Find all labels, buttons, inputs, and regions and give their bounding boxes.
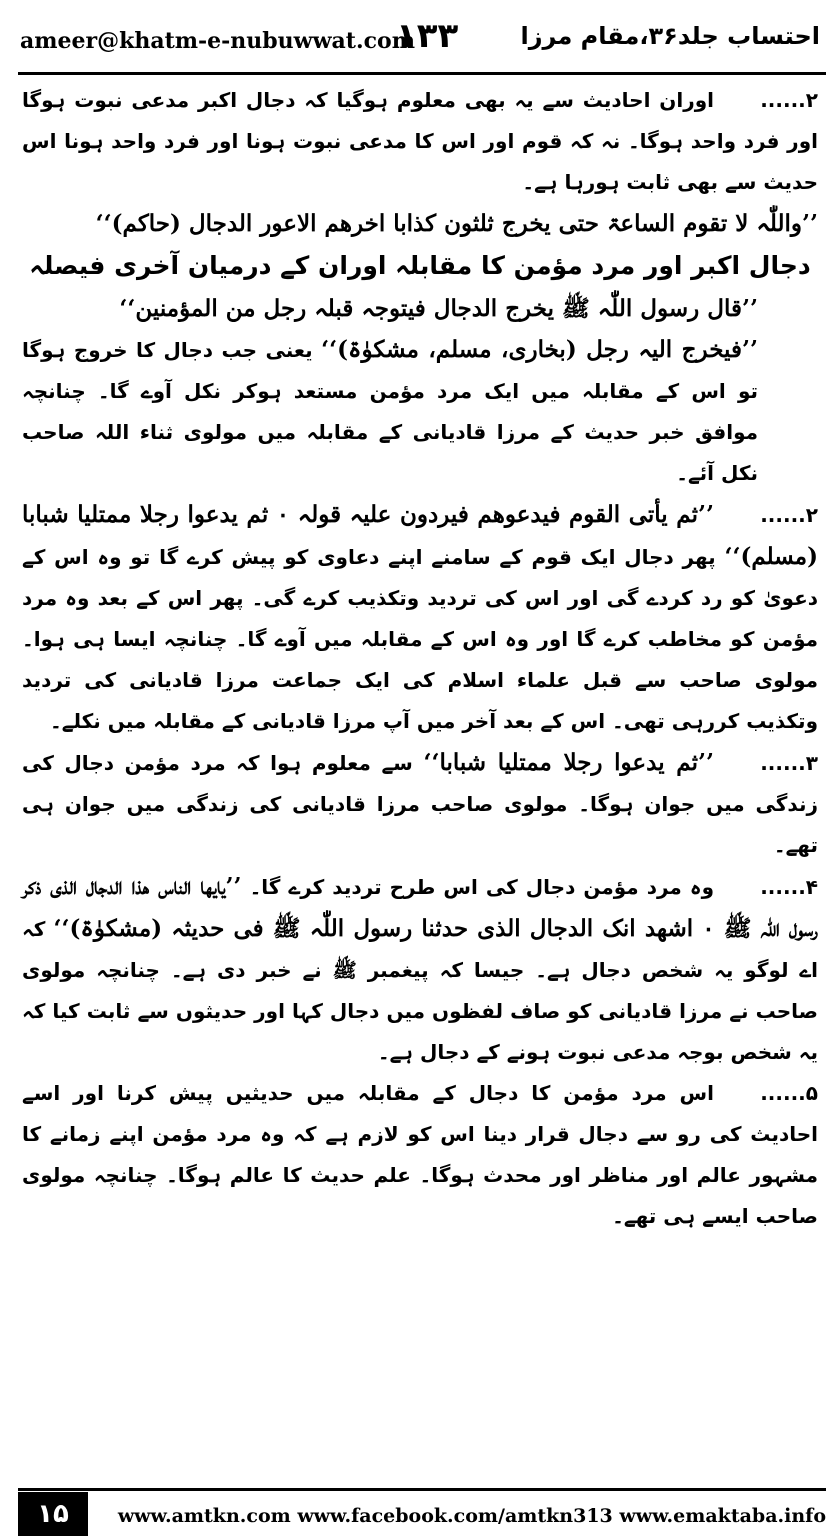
header-rule	[18, 72, 826, 75]
paragraph-text: یعنی جب دجال کا خروج ہوگا تو اس کے مقابلہ میں ایک مرد مؤمن مستعد ہوکر نکل آوے گا۔ چنانچہ موافق خبر حدیث کے مرزا قادیانی کے مقابلہ میں مولوی ثناء اللہ صاحب نکل آئے۔	[22, 338, 758, 485]
header-page-number: ۱۳۳	[396, 16, 459, 56]
arabic-quote-hakim: ’’واللّٰہ لا تقوم الساعۃ حتی یخرج ثلثون کذابا اخرھم الاعور الدجال (حاکم)‘‘	[95, 210, 818, 237]
paragraph-2	[22, 80, 818, 203]
section-heading: دجال اکبر اور مرد مؤمن کا مقابلہ اوران کے درمیان آخری فیصلہ	[29, 251, 811, 280]
paragraph-text: اس مرد مؤمن کا دجال کے مقابلہ میں حدیثیں پیش کرنا اور اسے احادیث کی رو سے دجال قرار دینا اس کو لازم ہے کہ وہ مرد مؤمن اپنے زمانے کا مشہور عالم اور مناظر اور محدث ہوگا۔ علم حدیث کا عالم ہوگا۔ چنانچہ مولوی صاحب ایسے ہی تھے۔	[22, 1081, 818, 1228]
paragraph-4	[22, 866, 818, 1073]
paragraph-fayakhruj	[22, 329, 818, 494]
paragraph-2b	[22, 494, 818, 742]
page-content	[22, 80, 818, 1237]
header-book-title: احتساب جلد۳۶،مقام مرزا	[520, 22, 820, 50]
arabic-inline-quote: ’’ثم یأتی القوم فیدعوھم فیردون علیہ قولہ ۰ ثم یدعوا رجلا ممتلیا شبابا (مسلم)‘‘	[22, 501, 819, 570]
header-email: ameer@khatm-e-nubuwwat.com	[20, 28, 415, 54]
arabic-inline-quote: ’’یایھا الناس ھذا الدجال الذی ذکر رسول اللّٰہ ﷺ ۰ اشھد انک الدجال الذی حدثنا رسول اللّٰہ ﷺ فی حدیثہ (مشکوٰۃ)‘‘	[22, 873, 818, 942]
page-header	[20, 8, 824, 68]
paragraph-number: ۳......	[760, 751, 818, 775]
arabic-quote-hadith: ’’قال رسول اللّٰہ ﷺ یخرج الدجال فیتوجہ قبلہ رجل من المؤمنین‘‘	[119, 295, 758, 322]
footer-page-number: ۱۵	[18, 1492, 88, 1536]
paragraph-text: کہ اے لوگو یہ شخص دجال ہے۔ جیسا کہ پیغمبر ﷺ نے خبر دی ہے۔ چنانچہ مولوی صاحب نے مرزا قادیانی کو صاف لفظوں میں دجال کہا اور حدیثوں سے ثابت کیا کہ یہ شخص بوجہ مدعی نبوت ہونے کے دجال ہے۔	[22, 917, 818, 1064]
footer-website-links: www.amtkn.com www.facebook.com/amtkn313 www.emaktaba.info	[117, 1505, 826, 1527]
arabic-inline-quote: ’’فیخرج الیہ رجل (بخاری، مسلم، مشکوٰۃ)‘‘	[321, 336, 759, 363]
paragraph-number: ۵......	[760, 1081, 818, 1105]
paragraph-3	[22, 742, 818, 866]
paragraph-number: ۴......	[760, 875, 819, 899]
paragraph-number: ۲......	[760, 88, 818, 112]
paragraph-number: ۲......	[760, 503, 818, 527]
paragraph-text: پھر دجال ایک قوم کے سامنے اپنے دعاوی کو پیش کرے گا تو وہ اس کے دعویٰ کو رد کردے گی اور اس کی تردید وتکذیب کرے گی۔ پھر اس کے بعد وہ مرد مؤمن کو مخاطب کرے گا اور وہ اس کے مقابلہ میں آوے گا۔ چنانچہ ایسا ہی ہوا۔ مولوی صاحب سے قبل علماء اسلام کی ایک جماعت مرزا قادیانی کی تردید وتکذیب کررہی تھی۔ اس کے بعد آخر میں آپ مرزا قادیانی کے مقابلہ میں نکلے۔	[22, 545, 818, 733]
paragraph-text: وہ مرد مؤمن دجال کی اس طرح تردید کرے گا۔	[249, 875, 715, 899]
paragraph-5	[22, 1073, 818, 1237]
paragraph-text: اوران احادیث سے یہ بھی معلوم ہوگیا کہ دجال اکبر مدعی نبوت ہوگا اور فرد واحد ہوگا۔ نہ کہ قوم اور اس کا مدعی نبوت ہونا اور فرد واحد ہونا اس حدیث سے بھی ثابت ہورہا ہے۔	[22, 88, 818, 194]
arabic-inline-quote: ’’ثم یدعوا رجلا ممتلیا شبابا‘‘	[423, 749, 714, 776]
footer-rule	[18, 1488, 826, 1491]
paragraph-text: سے معلوم ہوا کہ مرد مؤمن دجال کی زندگی میں جوان ہوگا۔ مولوی صاحب مرزا قادیانی کی زندگی میں جوان ہی تھے۔	[22, 751, 818, 857]
